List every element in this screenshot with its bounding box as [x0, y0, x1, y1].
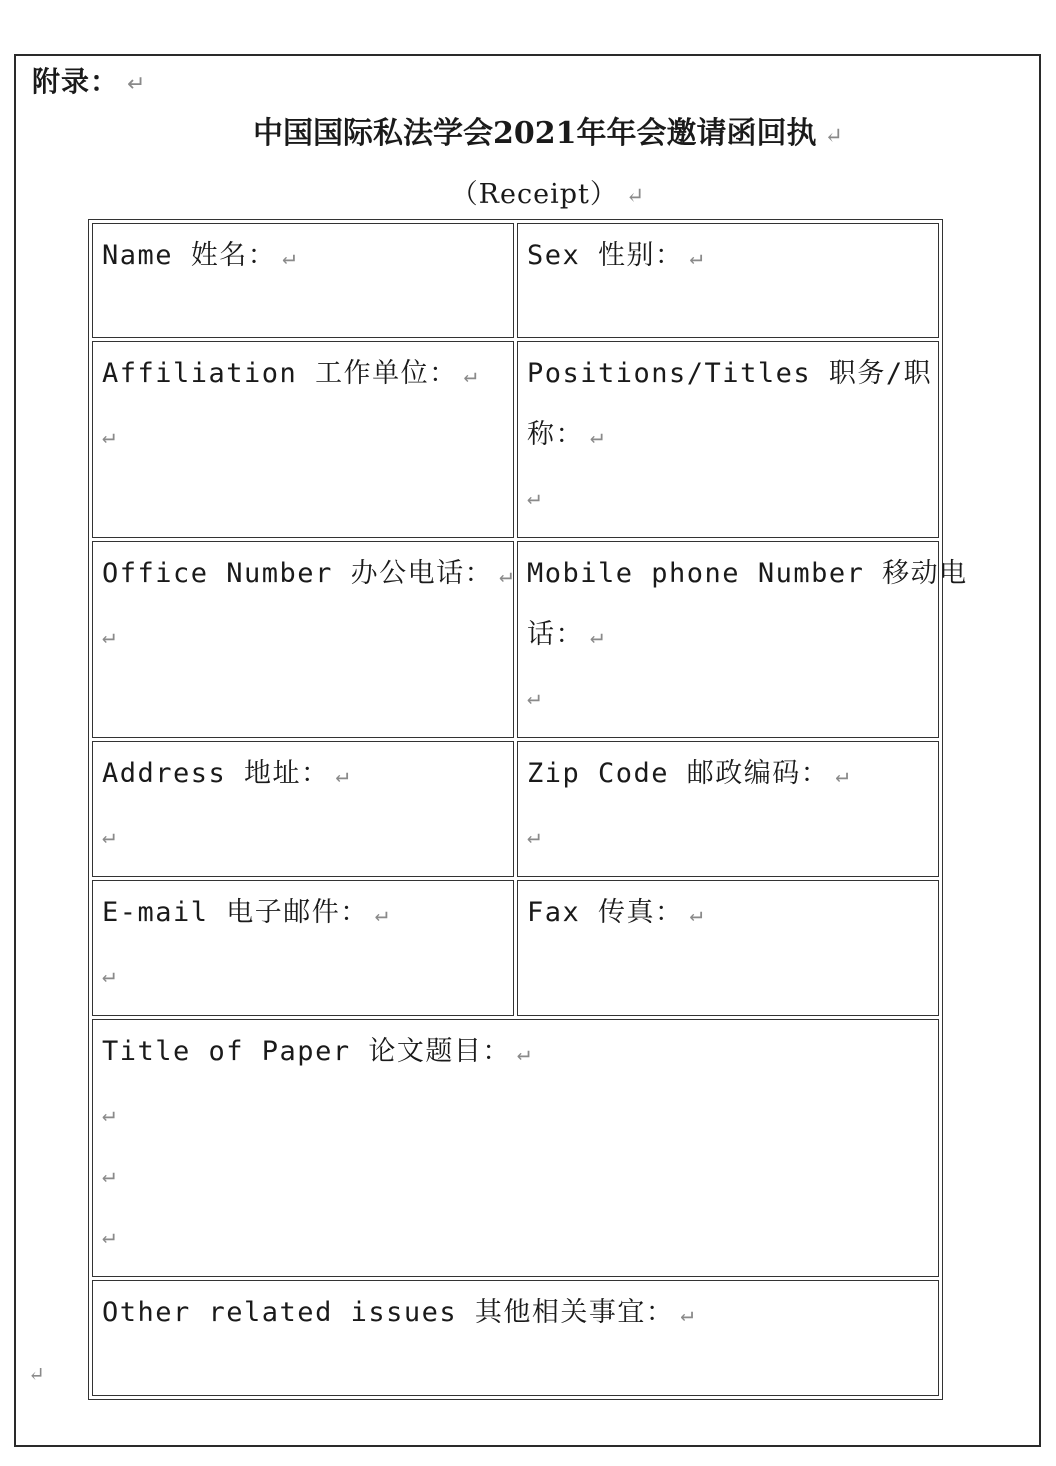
fax-label: Fax 传真：: [527, 897, 684, 928]
form-row: [92, 223, 939, 338]
appendix-label: [32, 60, 146, 100]
positions-label-cont: 称：: [527, 419, 584, 450]
return-mark-icon: ↵: [689, 902, 705, 927]
return-mark-icon: ↵: [689, 245, 705, 270]
paper-title-field[interactable]: [92, 1019, 939, 1277]
return-mark-icon: ↵: [102, 963, 117, 988]
return-mark-icon: ↵: [102, 1102, 117, 1127]
sex-field[interactable]: [517, 223, 939, 338]
receipt-form-table: [88, 219, 968, 1400]
form-row: [92, 341, 939, 538]
return-mark-icon: ↵: [102, 824, 117, 849]
address-field[interactable]: [92, 741, 514, 877]
return-mark-icon: ↵: [527, 685, 542, 710]
return-mark-icon: ↵: [282, 245, 298, 270]
fax-field[interactable]: [517, 880, 939, 1016]
return-mark-icon: ↵: [516, 1041, 532, 1066]
mobile-number-label-cont: 话：: [527, 619, 584, 650]
form-row: [92, 741, 939, 877]
affiliation-field[interactable]: [92, 341, 514, 538]
return-mark-icon: ↵: [499, 563, 514, 588]
subtitle-text: （Receipt）: [450, 179, 618, 210]
return-mark-icon: ↵: [335, 763, 351, 788]
return-mark-icon: ↵: [835, 763, 851, 788]
return-mark-icon: ↵: [127, 72, 147, 97]
name-label: Name 姓名：: [102, 240, 277, 271]
zip-code-field[interactable]: [517, 741, 939, 877]
mobile-number-field[interactable]: [517, 541, 968, 738]
name-field[interactable]: [92, 223, 514, 338]
title-text: 中国国际私法学会2021年年会邀请函回执: [253, 116, 817, 151]
page-title: [0, 108, 1056, 152]
return-mark-icon: ↵: [527, 485, 542, 510]
mobile-number-label: Mobile phone Number 移动电: [527, 558, 968, 589]
return-mark-icon: ↵: [625, 184, 646, 209]
other-issues-label: Other related issues 其他相关事宜：: [102, 1297, 675, 1328]
email-label: E-mail 电子邮件：: [102, 897, 369, 928]
return-mark-icon: ↵: [102, 424, 117, 449]
paper-title-label: Title of Paper 论文题目：: [102, 1036, 511, 1067]
return-mark-icon: ↵: [824, 124, 843, 149]
return-mark-icon: ↵: [102, 624, 117, 649]
email-field[interactable]: [92, 880, 514, 1016]
return-mark-icon: ↵: [590, 624, 605, 649]
positions-label: Positions/Titles 职务/职: [527, 358, 933, 389]
affiliation-label: Affiliation 工作单位：: [102, 358, 458, 389]
form-row: [92, 541, 939, 738]
page-subtitle: [0, 172, 1056, 211]
return-mark-icon: ↵: [102, 1224, 117, 1249]
positions-field[interactable]: [517, 341, 939, 538]
form-row: [92, 880, 939, 1016]
address-label: Address 地址：: [102, 758, 330, 789]
return-mark-icon: ↵: [463, 363, 479, 388]
return-mark-icon: ↵: [590, 424, 605, 449]
return-mark-icon: ↵: [102, 1163, 117, 1188]
office-number-field[interactable]: [92, 541, 514, 738]
zip-code-label: Zip Code 邮政编码：: [527, 758, 830, 789]
form-row: [92, 1280, 939, 1396]
return-mark-icon: ↵: [374, 902, 390, 927]
office-number-label: Office Number 办公电话：: [102, 558, 494, 589]
form-row: [92, 1019, 939, 1277]
return-mark-icon: ↵: [527, 824, 542, 849]
sex-label: Sex 性别：: [527, 240, 684, 271]
other-issues-field[interactable]: [92, 1280, 939, 1396]
trailing-return-mark-icon: ↵: [28, 1362, 45, 1386]
appendix-text: 附录：: [32, 65, 120, 98]
return-mark-icon: ↵: [680, 1302, 696, 1327]
